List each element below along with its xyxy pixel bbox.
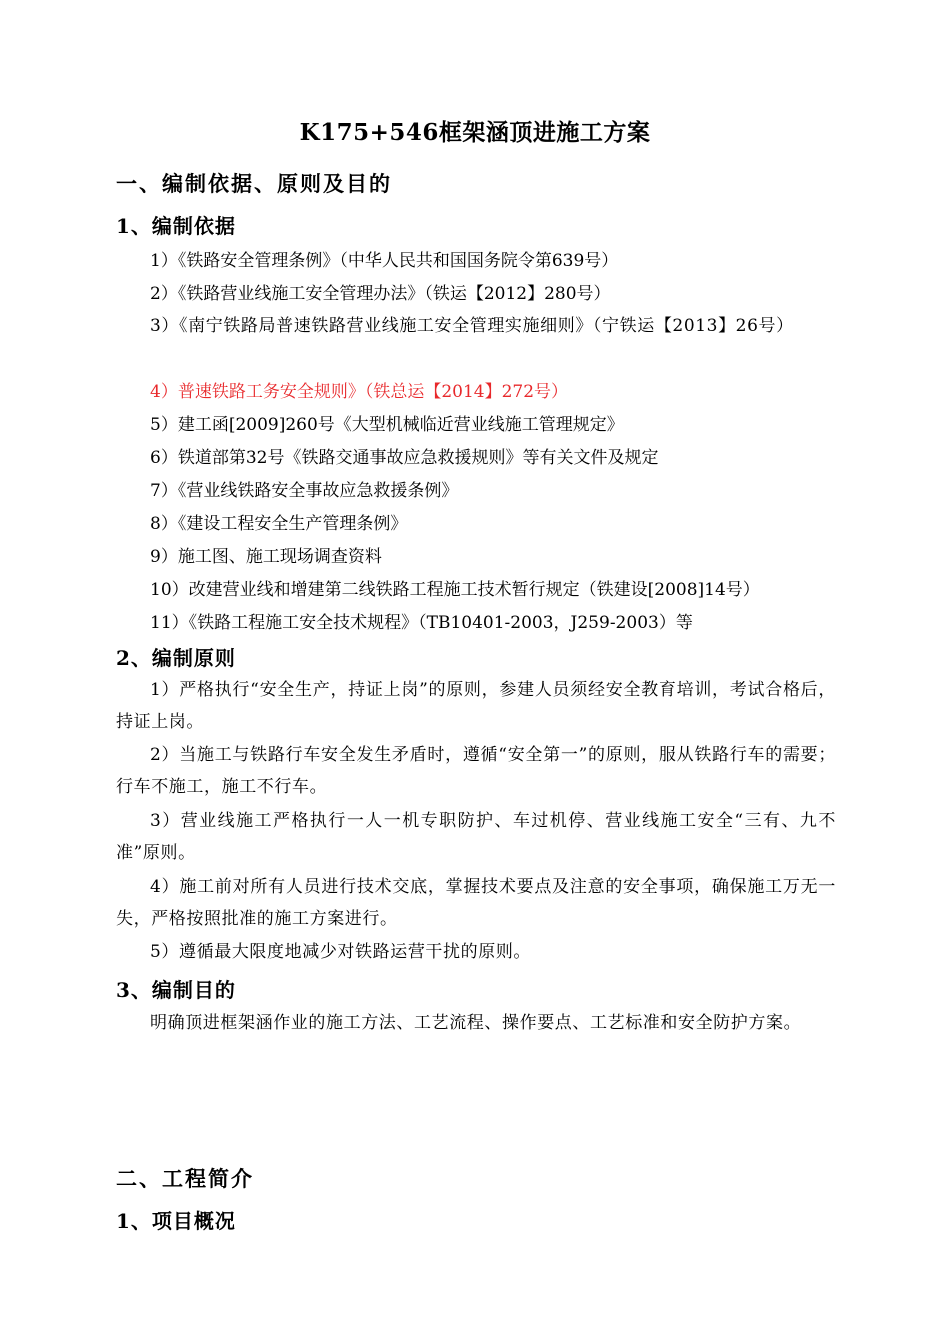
document-title: K175+546框架涵顶进施工方案 — [299, 119, 651, 146]
principle-item: 4）施工前对所有人员进行技术交底，掌握技术要点及注意的安全事项，确保施工万无一失，严格按照批准的施工方案进行。 — [116, 877, 836, 929]
section-heading-project-intro: 二、工程简介 — [116, 1166, 254, 1191]
section-heading-basis-principles-purpose: 一、编制依据、原则及目的 — [116, 171, 392, 196]
basis-item: 8）《建设工程安全生产管理条例》 — [150, 514, 408, 534]
basis-item: 10）改建营业线和增建第二线铁路工程施工技术暂行规定（铁建设[2008]14号） — [150, 580, 760, 600]
basis-item: 11）《铁路工程施工安全技术规程》（TB10401-2003，J259-2003）等 — [150, 613, 693, 633]
principle-item: 5）遵循最大限度地减少对铁路运营干扰的原则。 — [150, 942, 532, 962]
purpose-text: 明确顶进框架涵作业的施工方法、工艺流程、操作要点、工艺标准和安全防护方案。 — [150, 1013, 802, 1033]
principle-item: 2）当施工与铁路行车安全发生矛盾时，遵循“安全第一”的原则，服从铁路行车的需要；行车不施工，施工不行车。 — [116, 745, 836, 797]
basis-item: 9）施工图、施工现场调查资料 — [150, 547, 382, 567]
principle-item: 3）营业线施工严格执行一人一机专职防护、车过机停、营业线施工安全“三有、九不准”原则。 — [116, 811, 836, 863]
subsection-heading-purpose: 3、编制目的 — [116, 978, 236, 1002]
basis-item: 1）《铁路安全管理条例》（中华人民共和国国务院令第639号） — [150, 251, 619, 271]
subsection-heading-basis: 1、编制依据 — [116, 214, 236, 238]
basis-item: 6）铁道部第32号《铁路交通事故应急救援规则》等有关文件及规定 — [150, 448, 659, 468]
basis-item: 5）建工函[2009]260号《大型机械临近营业线施工管理规定》 — [150, 415, 624, 435]
basis-item: 3）《南宁铁路局普速铁路营业线施工安全管理实施细则》（宁铁运【2013】26号） — [150, 316, 794, 336]
subsection-heading-principles: 2、编制原则 — [116, 646, 236, 670]
principle-item: 1）严格执行“安全生产，持证上岗”的原则，参建人员须经安全教育培训，考试合格后，持证上岗。 — [116, 680, 836, 732]
basis-item: 7）《营业线铁路安全事故应急救援条例》 — [150, 481, 459, 501]
basis-item-highlighted: 4）普速铁路工务安全规则》（铁总运【2014】272号） — [150, 382, 569, 402]
basis-item: 2）《铁路营业线施工安全管理办法》（铁运【2012】280号） — [150, 284, 611, 304]
subsection-heading-project-overview: 1、项目概况 — [116, 1209, 236, 1233]
